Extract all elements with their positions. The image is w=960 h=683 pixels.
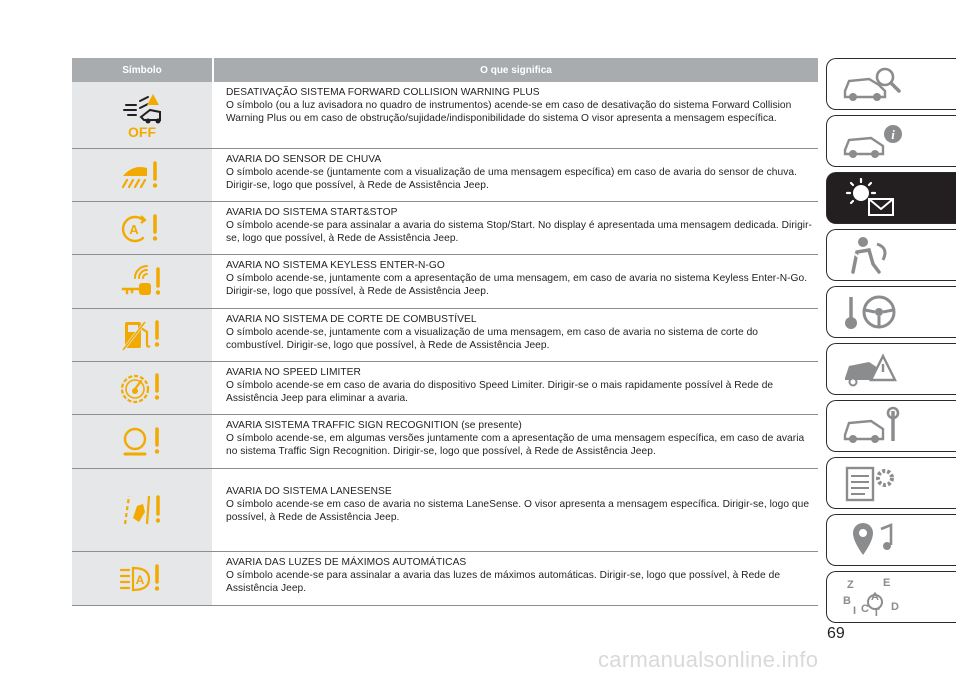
tab-safety[interactable] bbox=[826, 229, 956, 281]
table-row bbox=[72, 82, 818, 149]
row-title: AVARIA NO SISTEMA DE CORTE DE COMBUSTÍVEL bbox=[226, 314, 477, 325]
row-title: AVARIA DO SENSOR DE CHUVA bbox=[226, 154, 382, 165]
table-row bbox=[72, 362, 818, 415]
symbol-cell bbox=[72, 415, 212, 468]
row-body: O símbolo acende-se (juntamente com a visualização de uma mensagem específica) em caso de avaria do sensor de chuva. Dirigir-se, logo que possível, à Rede de Assistência Jeep. bbox=[226, 167, 797, 191]
header-meaning: O que significa bbox=[214, 58, 818, 82]
row-body: O símbolo acende-se em caso de avaria no sistema LaneSense. O visor apresenta a mensagem específica. Dirigir-se, logo que possível, à Rede de Assistência Jeep. bbox=[226, 499, 810, 523]
warning-light-message-icon bbox=[839, 177, 919, 219]
tab-emergency[interactable] bbox=[826, 343, 956, 395]
svg-text:D: D bbox=[891, 601, 899, 613]
tab-technical-data[interactable] bbox=[826, 457, 956, 509]
tab-index[interactable] bbox=[826, 571, 956, 623]
auto-high-beam-failure-icon bbox=[117, 562, 167, 596]
svg-text:I: I bbox=[853, 605, 857, 617]
row-body: O símbolo acende-se para assinalar a avaria do sistema Stop/Start. No display é apresentada uma mensagem dedicada. Dirigir-se, logo que possível, à Rede de Assistência Jeep. bbox=[226, 220, 813, 244]
symbol-cell bbox=[72, 552, 212, 605]
alphabetical-index-icon bbox=[839, 576, 919, 618]
car-crash-warning-icon bbox=[839, 348, 919, 390]
symbol-cell bbox=[72, 202, 212, 254]
svg-text:T: T bbox=[873, 607, 880, 618]
page-number: 69 bbox=[827, 625, 845, 642]
row-title: AVARIA SISTEMA TRAFFIC SIGN RECOGNITION (se presente) bbox=[226, 420, 522, 431]
table-row bbox=[72, 149, 818, 202]
svg-text:A: A bbox=[871, 591, 879, 603]
key-steering-wheel-icon bbox=[839, 291, 919, 333]
row-body: O símbolo acende-se, juntamente com a apresentação de uma mensagem, em caso de avaria no sistema Keyless Enter-N-Go. Dirigir-se, logo que possível, à Rede de Assistência Jeep. bbox=[226, 273, 808, 297]
svg-text:C: C bbox=[861, 603, 869, 615]
fuel-cutoff-failure-icon bbox=[117, 318, 167, 352]
row-title: DESATIVAÇÃO SISTEMA FORWARD COLLISION WARNING PLUS bbox=[226, 87, 540, 98]
rain-sensor-failure-icon bbox=[117, 160, 167, 190]
meaning-cell bbox=[212, 469, 818, 551]
symbol-cell bbox=[72, 309, 212, 361]
tab-multimedia[interactable] bbox=[826, 514, 956, 566]
table-row bbox=[72, 552, 818, 606]
car-magnifier-icon bbox=[839, 63, 919, 105]
svg-text:A: A bbox=[135, 572, 145, 587]
svg-text:B: B bbox=[843, 595, 851, 607]
tab-warning-lights[interactable] bbox=[826, 172, 956, 224]
row-body: O símbolo (ou a luz avisadora no quadro de instrumentos) acende-se em caso de desativação do sistema Forward Collision Warning Plus ou em caso de obstrução/sujidade/indisponibilidade do sistema O visor apresenta a mensagem específica. bbox=[226, 100, 792, 124]
table-row bbox=[72, 255, 818, 309]
speed-limiter-failure-icon bbox=[117, 371, 167, 405]
tab-car-info[interactable] bbox=[826, 115, 956, 167]
meaning-cell bbox=[212, 415, 818, 468]
row-body: O símbolo acende-se em caso de avaria do dispositivo Speed Limiter. Dirigir-se o mais rapidamente possível à Rede de Assistência Jeep para eliminar a avaria. bbox=[226, 380, 774, 404]
row-title: AVARIA NO SPEED LIMITER bbox=[226, 367, 361, 378]
meaning-cell bbox=[212, 202, 818, 254]
symbol-cell bbox=[72, 82, 212, 148]
row-title: AVARIA DO SISTEMA START&STOP bbox=[226, 207, 398, 218]
meaning-cell bbox=[212, 309, 818, 361]
start-stop-failure-icon bbox=[117, 212, 167, 244]
table-header bbox=[72, 58, 818, 82]
row-title: AVARIA NO SISTEMA KEYLESS ENTER-N-GO bbox=[226, 260, 445, 271]
row-title: AVARIA DAS LUZES DE MÁXIMOS AUTOMÁTICAS bbox=[226, 557, 467, 568]
meaning-cell bbox=[212, 552, 818, 605]
forward-collision-off-icon bbox=[114, 90, 170, 140]
traffic-sign-failure-icon bbox=[117, 425, 167, 459]
row-body: O símbolo acende-se para assinalar a avaria das luzes de máximos automáticas. Dirigir-se, logo que possível, à Rede de Assistência Jeep. bbox=[226, 570, 781, 594]
symbol-cell bbox=[72, 255, 212, 308]
table-row bbox=[72, 202, 818, 255]
meaning-cell bbox=[212, 82, 818, 148]
table-row bbox=[72, 415, 818, 469]
svg-text:A: A bbox=[129, 222, 139, 237]
car-wrench-icon bbox=[839, 405, 919, 447]
row-body: O símbolo acende-se, juntamente com a visualização de uma mensagem, em caso de avaria no sistema de corte do combustível. Dirigir-se, logo que possível, à Rede de Assistência Jeep. bbox=[226, 327, 759, 351]
svg-text:i: i bbox=[891, 127, 895, 142]
meaning-cell bbox=[212, 149, 818, 201]
svg-text:OFF: OFF bbox=[128, 124, 156, 140]
row-body: O símbolo acende-se, em algumas versões juntamente com a apresentação de uma mensagem específica, em caso de avaria no sistema Traffic Sign Recognition. Dirigir-se, logo que possível, à Rede de Assistência Jeep. bbox=[226, 433, 805, 457]
tab-servicing[interactable] bbox=[826, 400, 956, 452]
navigation-music-icon bbox=[839, 519, 919, 561]
symbol-cell bbox=[72, 469, 212, 551]
row-title: AVARIA DO SISTEMA LANESENSE bbox=[226, 486, 392, 497]
symbol-cell bbox=[72, 149, 212, 201]
symbol-cell bbox=[72, 362, 212, 414]
meaning-cell bbox=[212, 362, 818, 414]
header-symbol: Símbolo bbox=[72, 58, 212, 82]
table-row bbox=[72, 469, 818, 552]
car-info-icon bbox=[839, 120, 919, 162]
specs-gear-icon bbox=[839, 462, 919, 504]
airbag-seatbelt-icon bbox=[839, 234, 919, 276]
tab-starting-driving[interactable] bbox=[826, 286, 956, 338]
table-row bbox=[72, 309, 818, 362]
symbol-table bbox=[72, 58, 818, 606]
svg-text:Z: Z bbox=[847, 579, 854, 591]
keyless-failure-icon bbox=[117, 264, 167, 300]
lanesense-failure-icon bbox=[117, 492, 167, 528]
tab-car-inspection[interactable] bbox=[826, 58, 956, 110]
footer-watermark-url: carmanualsonline.info bbox=[598, 647, 819, 672]
svg-text:E: E bbox=[883, 577, 891, 589]
meaning-cell bbox=[212, 255, 818, 308]
